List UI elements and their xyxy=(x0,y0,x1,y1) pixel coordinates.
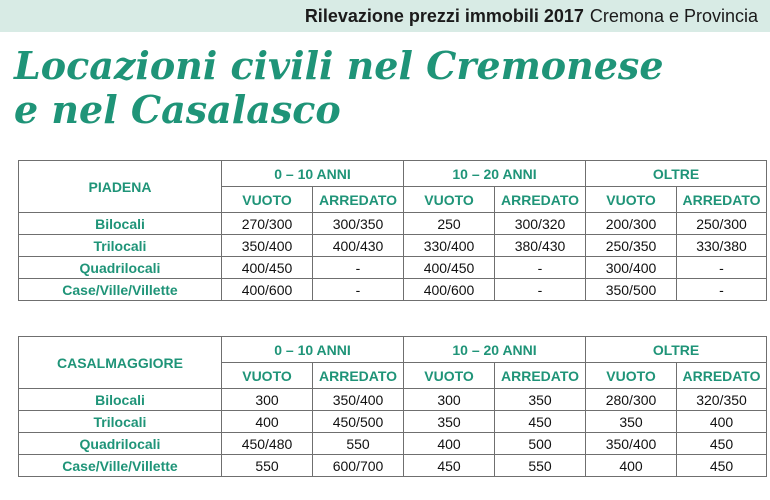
price-cell: - xyxy=(495,257,586,279)
table-row xyxy=(19,213,767,235)
price-cell: - xyxy=(677,279,767,301)
price-cell: - xyxy=(495,279,586,301)
table-row xyxy=(19,257,767,279)
furnishing-header: ARREDATO xyxy=(495,363,586,389)
age-group-header: OLTRE xyxy=(586,161,767,187)
table-row xyxy=(19,279,767,301)
age-group-header: 10 – 20 ANNI xyxy=(404,161,586,187)
header-survey-title: Rilevazione prezzi immobili 2017 xyxy=(304,5,584,26)
price-cell: 300/400 xyxy=(586,257,677,279)
table-row xyxy=(19,433,767,455)
location-header: CASALMAGGIORE xyxy=(19,337,222,389)
price-cell: 550 xyxy=(313,433,404,455)
price-cell: - xyxy=(313,279,404,301)
row-label: Quadrilocali xyxy=(19,257,222,279)
price-cell: 450 xyxy=(677,455,767,477)
furnishing-header: VUOTO xyxy=(586,363,677,389)
price-table-casalmaggiore xyxy=(18,336,767,477)
furnishing-header: ARREDATO xyxy=(313,187,404,213)
price-cell: 550 xyxy=(495,455,586,477)
page-title xyxy=(14,44,664,132)
location-header: PIADENA xyxy=(19,161,222,213)
price-cell: 400 xyxy=(404,433,495,455)
price-cell: 400 xyxy=(222,411,313,433)
price-cell: 300 xyxy=(404,389,495,411)
price-cell: 400 xyxy=(586,455,677,477)
price-cell: 250 xyxy=(404,213,495,235)
furnishing-header: VUOTO xyxy=(586,187,677,213)
price-cell: 450/480 xyxy=(222,433,313,455)
header-bar xyxy=(0,0,770,32)
price-cell: - xyxy=(313,257,404,279)
price-cell: 450/500 xyxy=(313,411,404,433)
table-row xyxy=(19,411,767,433)
furnishing-header: ARREDATO xyxy=(677,363,767,389)
price-cell: 450 xyxy=(404,455,495,477)
price-cell: 550 xyxy=(222,455,313,477)
price-cell: 300 xyxy=(222,389,313,411)
table-row xyxy=(19,389,767,411)
row-label: Bilocali xyxy=(19,213,222,235)
price-cell: 200/300 xyxy=(586,213,677,235)
price-cell: 350/400 xyxy=(313,389,404,411)
furnishing-header: VUOTO xyxy=(222,187,313,213)
price-cell: 350 xyxy=(404,411,495,433)
furnishing-header: ARREDATO xyxy=(495,187,586,213)
price-cell: 300/320 xyxy=(495,213,586,235)
age-group-header: 10 – 20 ANNI xyxy=(404,337,586,363)
row-label: Case/Ville/Villette xyxy=(19,279,222,301)
price-cell: 350/500 xyxy=(586,279,677,301)
price-cell: 320/350 xyxy=(677,389,767,411)
price-cell: 330/400 xyxy=(404,235,495,257)
page-title-line1: Locazioni civili nel Cremonese xyxy=(14,43,664,88)
age-group-header: OLTRE xyxy=(586,337,767,363)
price-cell: - xyxy=(677,257,767,279)
age-group-header: 0 – 10 ANNI xyxy=(222,337,404,363)
price-table-piadena xyxy=(18,160,767,301)
price-cell: 450 xyxy=(677,433,767,455)
price-cell: 350 xyxy=(586,411,677,433)
price-cell: 250/300 xyxy=(677,213,767,235)
row-label: Bilocali xyxy=(19,389,222,411)
price-cell: 270/300 xyxy=(222,213,313,235)
furnishing-header: VUOTO xyxy=(404,363,495,389)
row-label: Case/Ville/Villette xyxy=(19,455,222,477)
price-cell: 400/450 xyxy=(404,257,495,279)
price-cell: 350/400 xyxy=(586,433,677,455)
price-cell: 350 xyxy=(495,389,586,411)
row-label: Quadrilocali xyxy=(19,433,222,455)
price-cell: 350/400 xyxy=(222,235,313,257)
furnishing-header: VUOTO xyxy=(222,363,313,389)
price-cell: 250/350 xyxy=(586,235,677,257)
price-cell: 400/600 xyxy=(222,279,313,301)
price-cell: 400/600 xyxy=(404,279,495,301)
table-row xyxy=(19,455,767,477)
page-title-line2: e nel Casalasco xyxy=(14,87,341,132)
furnishing-header: ARREDATO xyxy=(313,363,404,389)
price-cell: 280/300 xyxy=(586,389,677,411)
table-group-header-row xyxy=(19,337,767,363)
table-group-header-row xyxy=(19,161,767,187)
price-cell: 400/430 xyxy=(313,235,404,257)
price-cell: 450 xyxy=(495,411,586,433)
furnishing-header: ARREDATO xyxy=(677,187,767,213)
price-cell: 400/450 xyxy=(222,257,313,279)
price-cell: 300/350 xyxy=(313,213,404,235)
header-region: Cremona e Provincia xyxy=(589,5,758,26)
price-cell: 500 xyxy=(495,433,586,455)
price-cell: 330/380 xyxy=(677,235,767,257)
row-label: Trilocali xyxy=(19,235,222,257)
furnishing-header: VUOTO xyxy=(404,187,495,213)
price-cell: 600/700 xyxy=(313,455,404,477)
row-label: Trilocali xyxy=(19,411,222,433)
price-cell: 400 xyxy=(677,411,767,433)
table-row xyxy=(19,235,767,257)
age-group-header: 0 – 10 ANNI xyxy=(222,161,404,187)
price-cell: 380/430 xyxy=(495,235,586,257)
